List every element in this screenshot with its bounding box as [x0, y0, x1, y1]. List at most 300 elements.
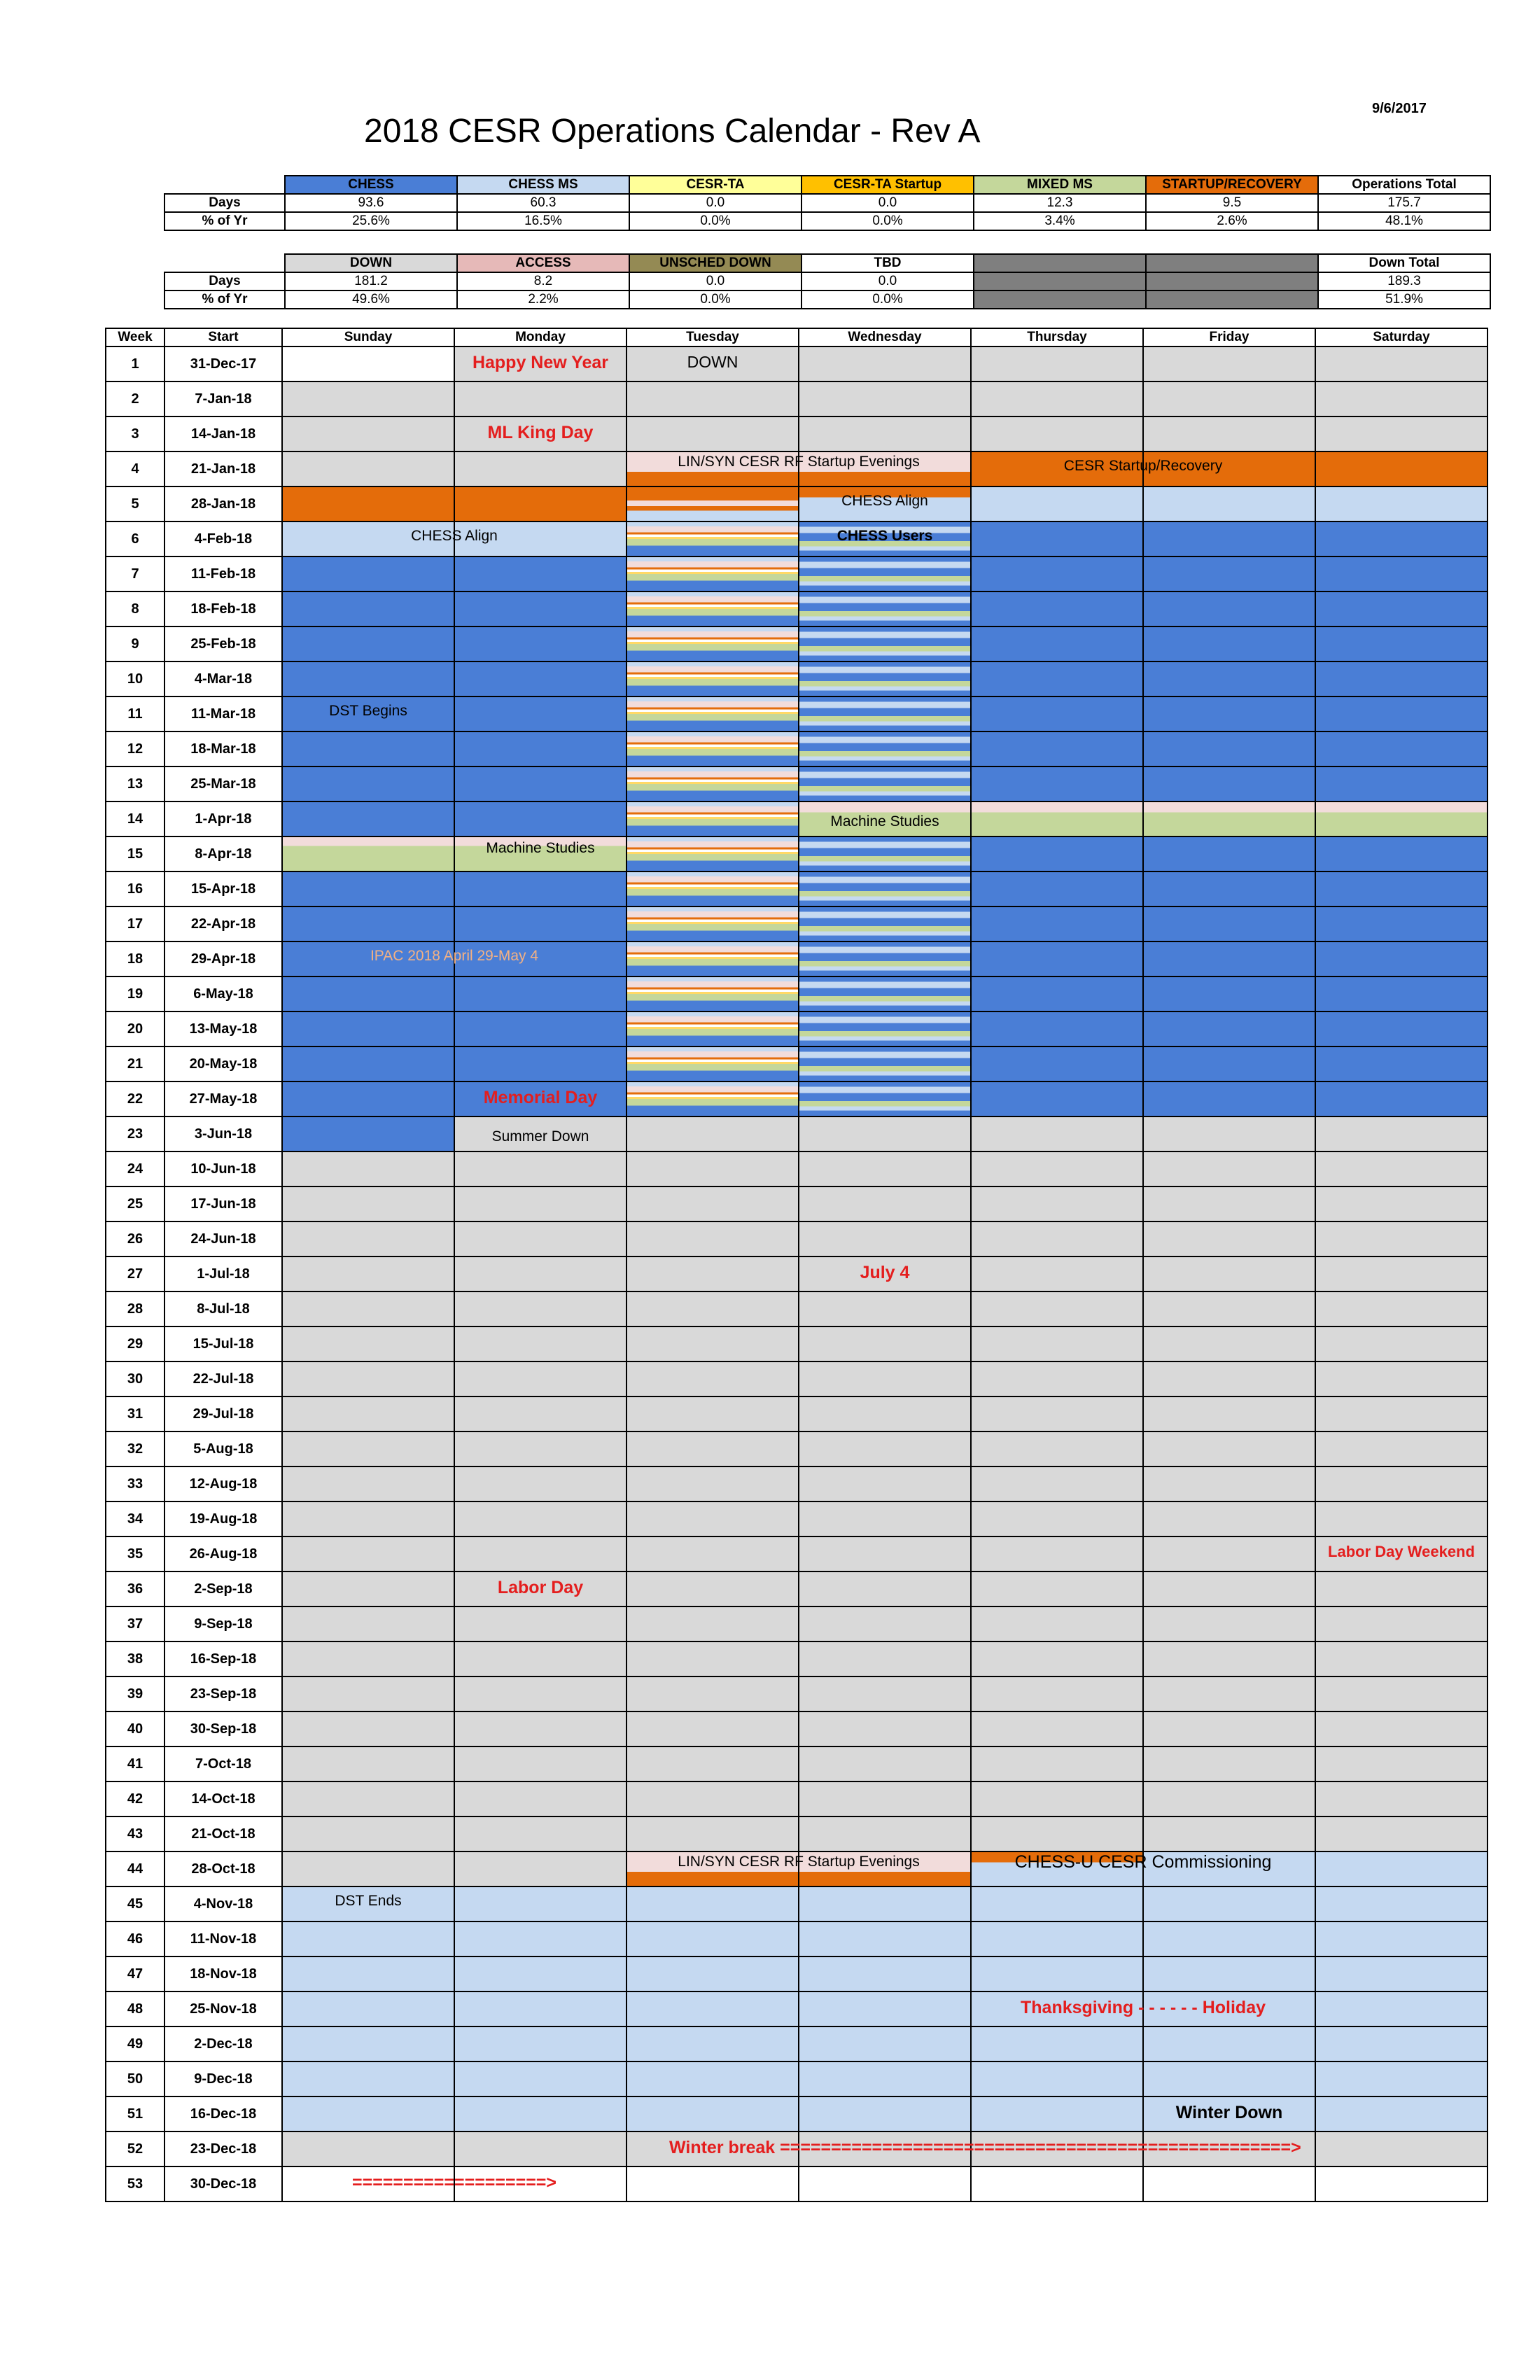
day-cell-friday [1143, 416, 1315, 451]
table-row [106, 1186, 1488, 1222]
day-cell-saturday [1315, 1782, 1488, 1816]
week-number: 3 [106, 416, 164, 451]
day-cell-wednesday [799, 1676, 971, 1712]
week-number: 45 [106, 1886, 164, 1921]
day-cell-monday [454, 1642, 626, 1676]
day-cell-tuesday [626, 451, 920, 486]
day-cell-tuesday [626, 2096, 799, 2132]
week-start-date: 25-Nov-18 [164, 1991, 282, 2026]
day-cell-wednesday [799, 1782, 971, 1816]
week-number: 34 [106, 1502, 164, 1536]
week-number: 8 [106, 592, 164, 626]
day-cell-thursday [971, 2096, 1143, 2132]
week-start-date: 4-Nov-18 [164, 1886, 282, 1921]
day-cell-wednesday [799, 1886, 971, 1921]
day-cell-wednesday [799, 2166, 971, 2202]
day-cell-saturday [1315, 522, 1488, 556]
day-cell-saturday [1315, 1991, 1488, 2026]
day-cell-friday [1143, 976, 1315, 1011]
day-cell-saturday [1315, 1116, 1488, 1152]
day-cell-saturday [1315, 2132, 1488, 2166]
day-cell-friday [1143, 802, 1315, 836]
day-cell-thursday [971, 1746, 1143, 1782]
week-number: 28 [106, 1292, 164, 1326]
day-cell-monday [454, 1326, 626, 1362]
table-row [106, 906, 1488, 941]
week-number: 11 [106, 696, 164, 732]
week-start-date: 16-Dec-18 [164, 2096, 282, 2132]
week-start-date: 25-Feb-18 [164, 626, 282, 662]
value-cell: 49.6% [285, 290, 457, 309]
day-cell-thursday [971, 941, 1143, 976]
day-cell-sunday [282, 836, 454, 872]
day-cell-monday [454, 1851, 626, 1886]
day-cell-sunday [282, 1572, 454, 1606]
day-cell-wednesday [799, 1222, 971, 1256]
day-cell-saturday [1315, 1011, 1488, 1046]
day-cell-tuesday [626, 2062, 799, 2096]
day-cell-wednesday [799, 1502, 971, 1536]
day-cell-friday [1143, 836, 1315, 872]
day-cell-saturday [1315, 1886, 1488, 1921]
day-cell-saturday [1315, 1082, 1488, 1116]
day-cell-sunday [282, 1152, 454, 1186]
value-cell-empty [974, 290, 1146, 309]
day-cell-monday [454, 1046, 626, 1082]
day-cell-wednesday [799, 906, 971, 941]
week-start-date: 1-Jul-18 [164, 1256, 282, 1292]
value-cell: 0.0% [802, 290, 974, 309]
day-cell-tuesday [626, 1921, 799, 1956]
header-thursday: Thursday [971, 328, 1143, 346]
day-cell-monday [454, 382, 626, 416]
week-start-date: 28-Jan-18 [164, 486, 282, 522]
week-number: 2 [106, 382, 164, 416]
day-cell-sunday [282, 1432, 454, 1466]
week-start-date: 2-Sep-18 [164, 1572, 282, 1606]
day-cell-thursday [971, 1816, 1143, 1851]
day-cell-thursday [971, 976, 1143, 1011]
day-cell-friday [1143, 1011, 1315, 1046]
day-cell-friday [1143, 1606, 1315, 1642]
day-cell-friday [1143, 1572, 1315, 1606]
week-number: 50 [106, 2062, 164, 2096]
day-cell-thursday [971, 1326, 1143, 1362]
summary-pct-row [164, 212, 1490, 230]
day-cell-wednesday [799, 382, 971, 416]
day-cell-friday [1143, 1746, 1315, 1782]
day-cell-thursday [971, 1011, 1143, 1046]
week-number: 31 [106, 1396, 164, 1432]
week-number: 38 [106, 1642, 164, 1676]
day-cell-friday [1143, 1782, 1315, 1816]
day-cell-wednesday [799, 1292, 971, 1326]
day-cell-tuesday [626, 1256, 799, 1292]
day-cell-monday [454, 1712, 626, 1746]
day-cell-tuesday [626, 2132, 1301, 2166]
day-cell-saturday [1315, 1746, 1488, 1782]
week-number: 51 [106, 2096, 164, 2132]
day-cell-friday [1143, 1816, 1315, 1851]
day-cell-thursday [971, 732, 1143, 766]
value-cell: 2.6% [1146, 212, 1318, 230]
day-cell-monday [454, 872, 626, 906]
day-cell-friday [1143, 1921, 1315, 1956]
summary-days-row [164, 272, 1490, 290]
week-number: 20 [106, 1011, 164, 1046]
day-cell-thursday [971, 1292, 1143, 1326]
day-cell-saturday [1315, 1956, 1488, 1991]
table-row [106, 662, 1488, 696]
row-label: Days [164, 194, 285, 212]
day-cell-wednesday [799, 976, 971, 1011]
day-cell-saturday [1315, 346, 1488, 382]
day-cell-tuesday [626, 1816, 799, 1851]
day-cell-thursday [971, 1116, 1143, 1152]
day-cell-monday [454, 766, 626, 802]
day-cell-wednesday [799, 766, 971, 802]
legend-down: DOWN [285, 254, 457, 272]
day-cell-thursday [971, 2166, 1143, 2202]
day-cell-thursday [971, 1712, 1143, 1746]
day-cell-monday [454, 1956, 626, 1991]
day-cell-sunday [282, 1851, 454, 1886]
week-start-date: 19-Aug-18 [164, 1502, 282, 1536]
day-cell-tuesday [626, 941, 799, 976]
week-start-date: 9-Dec-18 [164, 2062, 282, 2096]
day-cell-thursday [971, 1152, 1143, 1186]
week-start-date: 11-Feb-18 [164, 556, 282, 592]
table-row [106, 1502, 1488, 1536]
day-cell-thursday [971, 486, 1143, 522]
table-row [106, 976, 1488, 1011]
day-cell-sunday [282, 1921, 454, 1956]
table-row [106, 1816, 1488, 1851]
day-cell-friday [1143, 556, 1315, 592]
week-number: 29 [106, 1326, 164, 1362]
week-number: 25 [106, 1186, 164, 1222]
day-cell-wednesday [799, 1396, 971, 1432]
day-cell-friday [1143, 1186, 1315, 1222]
value-cell: 25.6% [285, 212, 457, 230]
day-cell-wednesday [799, 1712, 971, 1746]
summary-corner [164, 176, 285, 194]
day-cell-saturday [1315, 592, 1488, 626]
day-cell-saturday [1315, 626, 1488, 662]
day-cell-saturday [1315, 1536, 1488, 1572]
day-cell-tuesday [626, 592, 799, 626]
day-cell-thursday [971, 1396, 1143, 1432]
day-cell-friday [1143, 1502, 1315, 1536]
week-start-date: 20-May-18 [164, 1046, 282, 1082]
day-cell-friday [1143, 732, 1315, 766]
day-cell-sunday [282, 2132, 454, 2166]
week-start-date: 11-Mar-18 [164, 696, 282, 732]
day-cell-saturday [1315, 1396, 1488, 1432]
day-cell-wednesday [799, 1921, 971, 1956]
table-row [106, 836, 1488, 872]
week-number: 30 [106, 1362, 164, 1396]
week-start-date: 31-Dec-17 [164, 346, 282, 382]
legend-empty [974, 254, 1146, 272]
week-number: 5 [106, 486, 164, 522]
day-cell-wednesday [799, 1326, 971, 1362]
annotation-dst-ends: DST Ends [335, 1893, 402, 1909]
week-number: 36 [106, 1572, 164, 1606]
day-cell-saturday [1315, 1921, 1488, 1956]
legend-mixed-ms: MIXED MS [974, 176, 1146, 194]
annotation-machine-studies-2: Machine Studies [486, 840, 595, 856]
week-start-date: 18-Nov-18 [164, 1956, 282, 1991]
day-cell-saturday [1315, 1572, 1488, 1606]
week-number: 17 [106, 906, 164, 941]
day-cell-tuesday [626, 1466, 799, 1502]
day-cell-tuesday [626, 872, 799, 906]
day-cell-sunday [282, 2096, 454, 2132]
day-cell-tuesday [626, 1782, 799, 1816]
day-cell-thursday [971, 1536, 1143, 1572]
day-cell-friday [1143, 1956, 1315, 1991]
day-cell-sunday [282, 556, 454, 592]
day-cell-tuesday [626, 1712, 799, 1746]
day-cell-thursday [971, 1502, 1143, 1536]
week-start-date: 7-Oct-18 [164, 1746, 282, 1782]
day-cell-saturday [1315, 486, 1488, 522]
day-cell-wednesday [799, 1606, 971, 1642]
value-cell: 51.9% [1318, 290, 1490, 309]
value-cell-empty [1146, 290, 1318, 309]
table-row [106, 1782, 1488, 1816]
legend-unsched-down: UNSCHED DOWN [629, 254, 802, 272]
day-cell-monday [454, 1222, 626, 1256]
day-cell-monday [454, 1082, 626, 1116]
day-cell-wednesday [799, 1466, 971, 1502]
day-cell-wednesday [799, 2026, 971, 2062]
day-cell-tuesday [626, 1362, 799, 1396]
table-row [106, 1606, 1488, 1642]
day-cell-monday [454, 1292, 626, 1326]
value-cell: 2.2% [457, 290, 629, 309]
day-cell-monday [454, 976, 626, 1011]
value-cell-empty [974, 272, 1146, 290]
week-number: 27 [106, 1256, 164, 1292]
day-cell-saturday [1315, 696, 1488, 732]
day-cell-friday [1143, 906, 1315, 941]
day-cell-tuesday [626, 1642, 799, 1676]
week-start-date: 3-Jun-18 [164, 1116, 282, 1152]
day-cell-monday [454, 1186, 626, 1222]
day-cell-wednesday [799, 522, 971, 556]
week-number: 52 [106, 2132, 164, 2166]
day-cell-monday [454, 2062, 626, 2096]
day-cell-wednesday [799, 1991, 971, 2026]
week-number: 33 [106, 1466, 164, 1502]
table-row [106, 802, 1488, 836]
week-start-date: 1-Apr-18 [164, 802, 282, 836]
day-cell-thursday [971, 1046, 1143, 1082]
week-number: 41 [106, 1746, 164, 1782]
day-cell-wednesday [799, 556, 971, 592]
day-cell-sunday [282, 1642, 454, 1676]
week-number: 19 [106, 976, 164, 1011]
annotation-lin-syn-1: LIN/SYN CESR RF Startup Evenings [678, 454, 920, 470]
day-cell-monday [454, 2132, 626, 2166]
row-label: % of Yr [164, 212, 285, 230]
day-cell-friday [1143, 1152, 1315, 1186]
week-start-date: 12-Aug-18 [164, 1466, 282, 1502]
legend-down-total: Down Total [1318, 254, 1490, 272]
annotation-chess-align-1: CHESS Align [841, 493, 928, 509]
annotation-summer-down: Summer Down [491, 1128, 589, 1144]
week-start-date: 18-Mar-18 [164, 732, 282, 766]
day-cell-thursday [971, 556, 1143, 592]
annotation-winter-down: Winter Down [1175, 2103, 1283, 2122]
day-cell-tuesday [626, 1572, 799, 1606]
table-row [106, 1326, 1488, 1362]
day-cell-wednesday [799, 1642, 971, 1676]
value-cell: 0.0 [802, 194, 974, 212]
week-number: 53 [106, 2166, 164, 2202]
day-cell-tuesday [626, 1676, 799, 1712]
table-row [106, 626, 1488, 662]
day-cell-monday [454, 1362, 626, 1396]
table-row [106, 1152, 1488, 1186]
annotation-arrow-end: ===================> [352, 2173, 556, 2192]
week-number: 18 [106, 941, 164, 976]
day-cell-sunday [282, 1326, 454, 1362]
day-cell-sunday [282, 1502, 454, 1536]
week-number: 46 [106, 1921, 164, 1956]
day-cell-friday [1143, 941, 1315, 976]
annotation-lin-syn-2: LIN/SYN CESR RF Startup Evenings [678, 1854, 920, 1870]
day-cell-friday [1143, 522, 1315, 556]
day-cell-saturday [1315, 556, 1488, 592]
day-cell-tuesday [626, 1186, 799, 1222]
day-cell-thursday [971, 696, 1143, 732]
header-tuesday: Tuesday [626, 328, 799, 346]
table-row [106, 872, 1488, 906]
day-cell-sunday [282, 522, 498, 556]
day-cell-wednesday [799, 486, 971, 522]
calendar-table [105, 328, 1488, 2202]
day-cell-sunday [282, 1292, 454, 1326]
day-cell-wednesday [799, 1011, 971, 1046]
legend-chess-ms: CHESS MS [457, 176, 629, 194]
day-cell-wednesday [799, 872, 971, 906]
day-cell-thursday [971, 1082, 1143, 1116]
day-cell-thursday [971, 836, 1143, 872]
day-cell-wednesday [799, 1536, 971, 1572]
annotation-labor-day: Labor Day [497, 1578, 584, 1597]
day-cell-sunday [282, 1991, 454, 2026]
day-cell-sunday [282, 1011, 454, 1046]
value-cell: 3.4% [974, 212, 1146, 230]
summary-header-row [164, 254, 1490, 272]
day-cell-friday [1143, 1326, 1315, 1362]
day-cell-saturday [1315, 1292, 1488, 1326]
day-cell-friday [1143, 346, 1315, 382]
day-cell-friday [1143, 1116, 1315, 1152]
table-row [106, 2026, 1488, 2062]
annotation-dst-begins: DST Begins [329, 703, 407, 719]
day-cell-tuesday [626, 522, 799, 556]
week-start-date: 6-May-18 [164, 976, 282, 1011]
day-cell-tuesday [626, 976, 799, 1011]
day-cell-friday [1143, 1712, 1315, 1746]
week-number: 23 [106, 1116, 164, 1152]
week-start-date: 23-Dec-18 [164, 2132, 282, 2166]
day-cell-wednesday [799, 696, 971, 732]
annotation-ipac: IPAC 2018 April 29-May 4 [370, 948, 539, 964]
day-cell-tuesday [626, 836, 799, 872]
day-cell-tuesday [626, 1746, 799, 1782]
week-number: 7 [106, 556, 164, 592]
table-row [106, 556, 1488, 592]
day-cell-sunday [282, 1082, 454, 1116]
week-start-date: 15-Apr-18 [164, 872, 282, 906]
table-row [106, 1746, 1488, 1782]
annotation-winter-break: Winter break ==================================================> [669, 2138, 1301, 2157]
day-cell-monday [454, 1011, 626, 1046]
day-cell-friday [1143, 1886, 1315, 1921]
week-start-date: 5-Aug-18 [164, 1432, 282, 1466]
day-cell-friday [1143, 1642, 1315, 1676]
page-title: 2018 CESR Operations Calendar - Rev A [364, 113, 981, 150]
day-cell-friday [1143, 1292, 1315, 1326]
day-cell-tuesday [626, 1082, 799, 1116]
week-number: 49 [106, 2026, 164, 2062]
day-cell-thursday [971, 1991, 1266, 2026]
day-cell-monday [454, 626, 626, 662]
day-cell-saturday [1315, 1712, 1488, 1746]
day-cell-monday [454, 1536, 626, 1572]
week-number: 48 [106, 1991, 164, 2026]
header-wednesday: Wednesday [799, 328, 971, 346]
day-cell-saturday [1315, 1816, 1488, 1851]
day-cell-sunday [282, 626, 454, 662]
day-cell-friday [1143, 2026, 1315, 2062]
table-row [106, 696, 1488, 732]
annotation-labor-weekend: Labor Day Weekend [1328, 1543, 1475, 1560]
day-cell-tuesday [626, 662, 799, 696]
day-cell-wednesday [799, 662, 971, 696]
day-cell-saturday [1315, 382, 1488, 416]
annotation-down: DOWN [687, 353, 738, 371]
day-cell-wednesday [799, 2062, 971, 2096]
day-cell-tuesday [626, 1116, 799, 1152]
day-cell-tuesday [626, 766, 799, 802]
table-row [106, 1396, 1488, 1432]
header-saturday: Saturday [1315, 328, 1488, 346]
row-label: % of Yr [164, 290, 285, 309]
day-cell-thursday [971, 451, 1223, 486]
day-cell-friday [1143, 1082, 1315, 1116]
day-cell-saturday [1315, 766, 1488, 802]
day-cell-saturday [1315, 1606, 1488, 1642]
week-start-date: 4-Mar-18 [164, 662, 282, 696]
table-row [106, 1116, 1488, 1152]
day-cell-monday [454, 1396, 626, 1432]
day-cell-tuesday [626, 626, 799, 662]
week-start-date: 17-Jun-18 [164, 1186, 282, 1222]
day-cell-monday [454, 1502, 626, 1536]
table-row [106, 1082, 1488, 1116]
day-cell-sunday [282, 906, 454, 941]
table-row [106, 1851, 1488, 1886]
week-start-date: 4-Feb-18 [164, 522, 282, 556]
header-friday: Friday [1143, 328, 1315, 346]
day-cell-tuesday [626, 1222, 799, 1256]
